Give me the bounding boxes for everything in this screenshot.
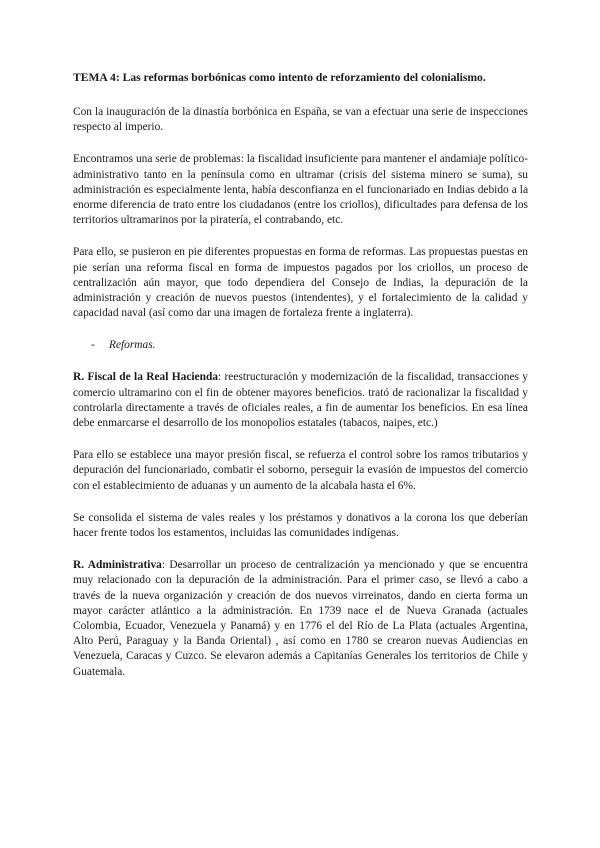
paragraph-proposals: Para ello, se pusieron en pie diferentes propuestas en forma de reformas. Las propuestas puestas en pie serían una reforma fiscal en forma de impuestos pagados por los criollos, un proceso de centralización aún mayor, que todo dependiera del Consejo de Indias, la depuración de la administración y creación de nuevos puestos (intendentes), y el fortalecimiento de la calidad y capacidad naval (así como dar una imagen de fortaleza frente a inglaterra).	[73, 246, 528, 320]
bullet-dash: -	[91, 339, 95, 352]
bullet-reformas	[91, 338, 528, 353]
paragraph-fiscal-pressure: Para ello se establece una mayor presión fiscal, se refuerza el control sobre los ramos tributarios y depuración del funcionariado, combatir el soborno, perseguir la evasión de impuestos del comercio con el establecimiento de aduanas y un aumento de la alcabala hasta el 6%.	[73, 449, 528, 492]
document-page	[73, 70, 528, 697]
fiscal-reform-heading: R. Fiscal de la Real Hacienda	[73, 371, 218, 384]
admin-reform-heading: R. Administrativa	[73, 559, 162, 572]
bullet-text: Reformas.	[109, 339, 156, 352]
document-title: TEMA 4: Las reformas borbónicas como intento de reforzamiento del colonialismo.	[73, 71, 486, 84]
paragraph-fiscal-reform	[73, 370, 528, 431]
paragraph-problems: Encontramos una serie de problemas: la fiscalidad insuficiente para mantener el andamiaje político-administrativo tanto en la península como en ultramar (crisis del sistema minero se suma), su administración es especialmente lenta, había desconfianza en el funcionariado en Indias debido a la enorme diferencia de trato entre los ciudadanos (entre los criollos), dificultades para defensa de los territorios ultramarinos por la piratería, el contrabando, etc.	[73, 153, 528, 227]
fiscal-reform-body: : reestructuración y modernización de la fiscalidad, transacciones y comercio ultramarino con el fin de obtener mayores beneficios. trató de racionalizar la fiscalidad y controlarla directamente a través de oficiales reales, a fin de aumentar los beneficios. En esa línea debe enmarcarse el desarrollo de los monopolios estatales (tabacos, naipes, etc.)	[73, 371, 528, 430]
paragraph-admin-reform	[73, 558, 528, 680]
admin-reform-body: : Desarrollar un proceso de centralización ya mencionado y que se encuentra muy relacionado con la depuración de la administración. Para el primer caso, se llevó a cabo a través de la nueva organización y creación de dos nuevos virreinatos, dando en cierta forma un mayor carácter atlántico a la administración. En 1739 nace el de Nueva Granada (actuales Colombia, Ecuador, Venezuela y Panamá) y en 1776 el del Río de La Plata (actuales Argentina, Alto Perú, Paraguay y la Banda Oriental) , así como en 1780 se crearon nuevas Audiencias en Venezuela, Caracas y Cuzco. Se elevaron además a Capitanías Generales los territorios de Chile y Guatemala.	[73, 559, 528, 678]
paragraph-intro: Con la inauguración de la dinastía borbónica en España, se van a efectuar una serie de inspecciones respecto al imperio.	[73, 106, 528, 134]
paragraph-vales-reales: Se consolida el sistema de vales reales y los préstamos y donativos a la corona los que deberían hacer frente todos los estamentos, incluidas las comunidades indígenas.	[73, 511, 528, 540]
